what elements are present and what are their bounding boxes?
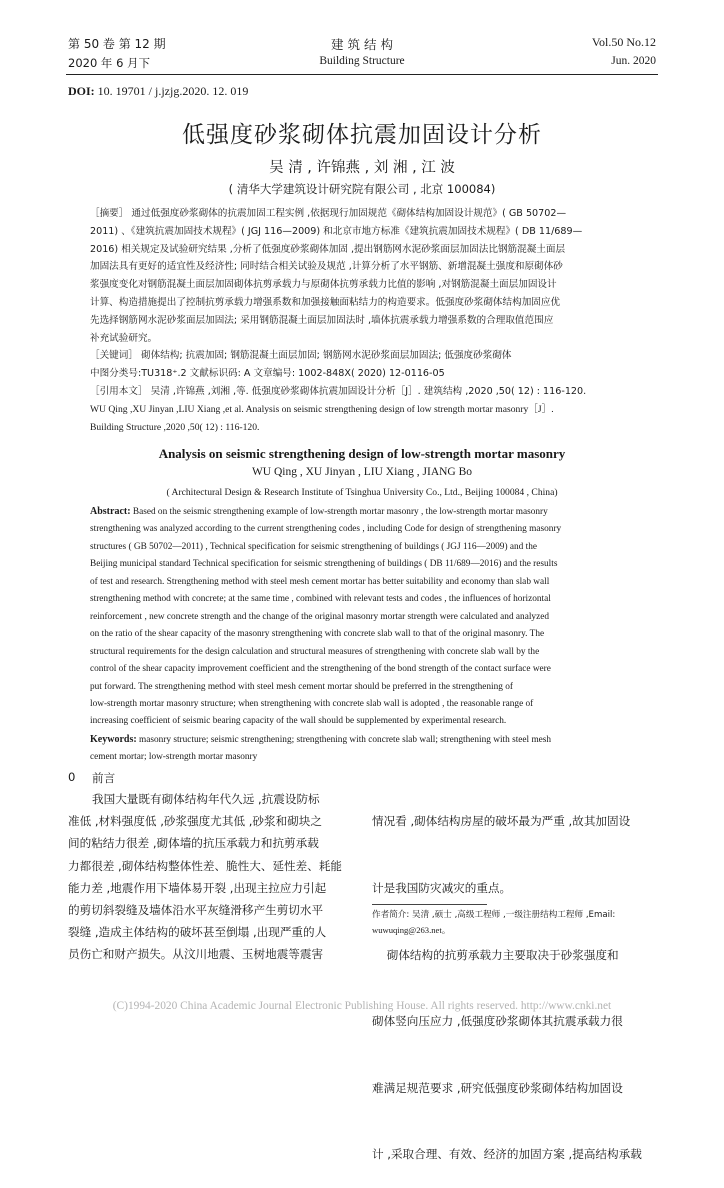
abstract-en [90,503,658,767]
affiliation-cn: ( 清华大学建筑设计研究院有限公司 , 北京 100084) [228,182,496,196]
body-line: 能力差 ,地震作用下墙体易开裂 ,出现主拉应力引起 [68,880,327,895]
abstract-cn-line: 浆强度变化对钢筋混凝土面层加固砌体抗剪承载力与原砌体抗剪承载力比值的影响 ,对钢筋混凝土面层加固设计 [90,279,557,291]
citation-line: Building Structure ,2020 ,50( 12) : 116-120. [90,421,260,433]
header-journal-en: Building Structure [319,55,405,67]
body-line: 准低 ,材料强度低 ,砂浆强度尤其低 ,砂浆和砌块之 [68,814,322,829]
section-number: 0 [68,770,76,784]
header-date-cn: 2020 年 6 月下 [68,56,151,70]
abstract-cn-line: 补充试验研究。 [90,332,158,344]
title-en: Analysis on seismic strengthening design of low-strength mortar masonry [158,446,566,461]
body-left-column [68,788,360,966]
abstract-en-line: on the ratio of the shear capacity of the masonry strengthening with concrete slab wall to that of the original masonry. The [90,629,545,640]
author-note-line: 作者简介: 吴清 ,硕士 ,高级工程师 ,一级注册结构工程师 ,Email: [372,910,616,920]
abstract-en-label: Abstract: [90,506,131,517]
abstract-cn-line: 加固法具有更好的适宜性及经济性; 同时结合相关试验及规范 ,计算分析了水平钢筋、新增混凝土强度和原砌体砂 [90,261,563,273]
body-line: 难满足规范要求 ,研究低强度砂浆砌体结构加固设 [372,1080,623,1095]
abstract-en-line: structures ( GB 50702—2011) , Technical specification for seismic strengthening of buildings ( JGJ 116—2009) and the [90,541,537,552]
body-right-column [372,766,662,1188]
abstract-cn-line: 先选择钢筋网水泥砂浆面层加固法; 采用钢筋混凝土面层加固法时 ,墙体抗震承载力增强系数的合理取值范围应 [90,314,554,326]
header-journal-cn: 建 筑 结 构 [331,37,393,52]
title-cn: 低强度砂浆砌体抗震加固设计分析 [182,122,542,148]
author-note [372,908,615,938]
citation-line: WU Qing ,XU Jinyan ,LIU Xiang ,et al. Analysis on seismic strengthening design of low strength mortar masonry［J］. [90,403,554,415]
header-volume-en: Vol.50 No.12 [591,35,656,49]
abstract-en-line: Beijing municipal standard Technical specification for seismic strengthening of buildings ( DB 11/689—2016) and the results [90,559,558,570]
abstract-en-line: strengthening was analyzed according to the current strengthening codes , including Code for design of strengthening masonry [90,524,562,535]
abstract-en-line: put forward. The strengthening method with steel mesh cement mortar should be preferred in the strengthening of [90,681,513,692]
author-note-line: wuwuqing@263.net。 [372,925,451,935]
body-line: 计 ,采取合理、有效、经济的加固方案 ,提高结构承载 [372,1147,642,1162]
citation-line: ［引用本文］ 吴清 ,许锦燕 ,刘湘 ,等. 低强度砂浆砌体抗震加固设计分析［J］. 建筑结构 ,2020 ,50( 12) : 116-120. [90,385,587,397]
section-heading: 前言 [92,771,116,785]
abstract-en-line: structural requirements for the design calculation and structural measures of strengthening with concrete slab wall by the [90,646,540,657]
abstract-cn-line: ［摘要］ 通过低强度砂浆砌体的抗震加固工程实例 ,依据现行加固规范《砌体结构加固设计规范》( GB 50702— [90,208,567,219]
keywords-en-label: Keywords: [90,733,137,745]
doi-line [68,84,248,99]
abstract-cn-line: 2016) 相关规定及试验研究结果 ,分析了低强度砂浆砌体加固 ,提出钢筋网水泥砂浆面层加固法比钢筋混凝土面层 [90,243,566,255]
header-volume-cn: 第 50 卷 第 12 期 [68,37,166,51]
body-line: 间的粘结力很差 ,砌体墙的抗压承载力和抗剪承载 [68,836,319,851]
body-line: 计是我国防灾减灾的重点。 [372,881,512,896]
abstract-en-line: Abstract: Based on the seismic strengthening example of low-strength mortar masonry , the low-strength mortar masonry [90,506,548,517]
copyright-watermark: (C)1994-2020 China Academic Journal Electronic Publishing House. All rights reserved. http://www.cnki.net [112,1000,612,1012]
doi-label: DOI: [68,84,95,98]
header-rule [66,74,658,75]
body-line: 砌体结构的抗剪承载力主要取决于砂浆强度和 [372,947,619,962]
doi-value: 10. 19701 / j.jzjg.2020. 12. 019 [97,84,249,98]
body-line: 情况看 ,砌体结构房屋的破坏最为严重 ,故其加固设 [372,814,631,829]
header-date-en: Jun. 2020 [611,55,656,67]
classification-line: 中图分类号:TU318⁺.2 文献标识码: A 文章编号: 1002-848X( 2020) 12-0116-05 [90,368,445,380]
abstract-en-line: control of the shear capacity improvement coefficient and the strengthening of the bond strength of the contact surface were [90,664,551,675]
body-line: 的剪切斜裂缝及墙体沿水平灰缝滑移产生剪切水平 [68,903,324,918]
abstract-en-line: reinforcement , new concrete strength and the change of the original masonry mortar strength were calculated and analyzed [90,611,549,622]
body-line: 我国大量既有砌体结构年代久远 ,抗震设防标 [92,792,320,806]
abstract-en-line: strengthening method with concrete; at the same time , combined with relevant tests and codes , the influences of horizontal [90,594,551,605]
keywords-en-line: Keywords: masonry structure; seismic strengthening; strengthening with concrete slab wall; strengthening with steel mesh [90,733,552,745]
abstract-cn-line: 计算、构造措施提出了控制抗剪承载力增强系数和加强接触面粘结力的构造要求。低强度砂浆砌体结构加固应优 [90,296,561,308]
abstract-cn-line: 2011) 、《建筑抗震加固技术规程》( JGJ 116—2009) 和北京市地方标准《建筑抗震加固技术规程》( DB 11/689— [90,225,583,237]
authors-cn: 吴 清 , 许锦燕 , 刘 湘 , 江 波 [269,160,455,176]
abstract-en-line: increasing coefficient of seismic bearing capacity of the wall should be supplemented by experimental research. [90,716,507,727]
abstract-en-line: of test and research. Strengthening method with steel mesh cement mortar has better suitability and economy than slab wall [90,576,550,587]
body-line: 裂缝 ,造成主体结构的破坏甚至倒塌 ,出现严重的人 [68,925,327,940]
keywords-cn: ［关键词］ 砌体结构; 抗震加固; 钢筋混凝土面层加固; 钢筋网水泥砂浆面层加固法; 低强度砂浆砌体 [90,350,512,362]
affiliation-en: ( Architectural Design & Research Institute of Tsinghua University Co., Ltd., Beijing 100084 , China) [166,487,558,498]
keywords-en-line: cement mortar; low-strength mortar masonry [90,752,258,763]
body-line: 砌体竖向压应力 ,低强度砂浆砌体其抗震承载力很 [372,1014,623,1029]
authors-en: WU Qing , XU Jinyan , LIU Xiang , JIANG Bo [251,466,473,478]
body-line: 力都很差 ,砌体结构整体性差、脆性大、延性差、耗能 [68,858,343,873]
body-line: 员伤亡和财产损失。从汶川地震、玉树地震等震害 [68,947,324,962]
abstract-en-line: low-strength mortar masonry structure; when strengthening with concrete slab wall is adopted , the reasonable range of [90,698,534,709]
footnote-rule [372,904,487,905]
abstract-cn [90,205,658,436]
